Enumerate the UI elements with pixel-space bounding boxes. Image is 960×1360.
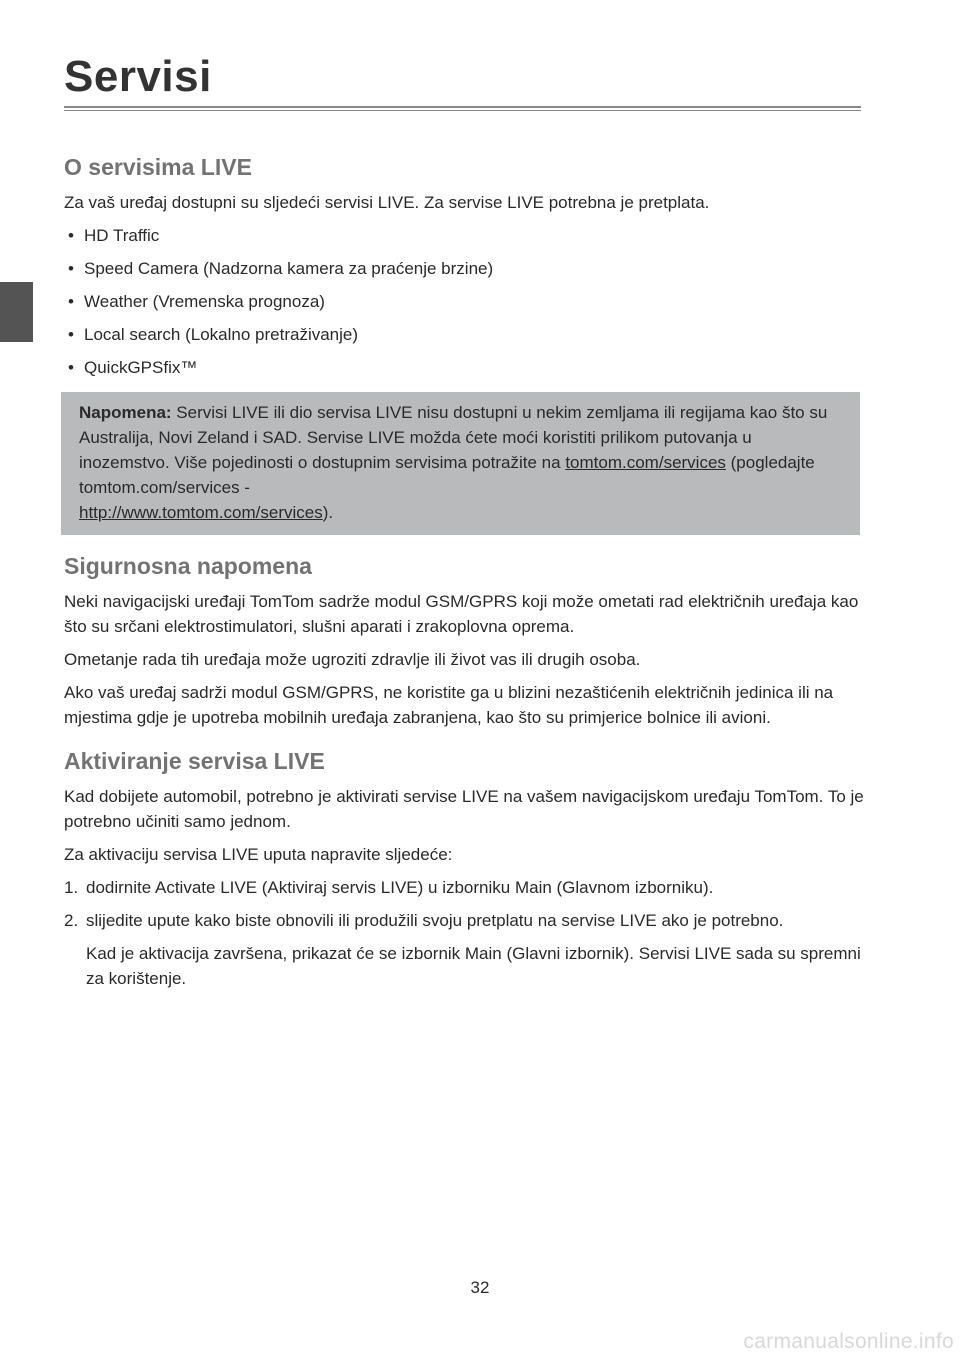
activation-complete-text: Kad je aktivacija završena, prikazat će se izbornik Main (Glavni izbornik). Servisi LIVE sada su spremni za korištenje. — [86, 944, 861, 988]
section-heading-safety: Sigurnosna napomena — [64, 553, 312, 579]
services-url-link[interactable]: http://www.tomtom.com/services — [79, 503, 323, 522]
note-label: Napomena: — [79, 403, 172, 422]
note-box — [61, 392, 860, 535]
page-content — [64, 152, 864, 991]
bullet: • — [68, 292, 74, 311]
section-heading-activate: Aktiviranje servisa LIVE — [64, 748, 325, 774]
title-rule — [64, 106, 861, 108]
activate-paragraph: Kad dobijete automobil, potrebno je aktivirati servise LIVE na vašem navigacijskom uređaju TomTom. To je potrebno učiniti samo jednom. — [64, 787, 864, 831]
section-heading-live: O servisima LIVE — [64, 154, 252, 180]
safety-paragraph: Ako vaš uređaj sadrži modul GSM/GPRS, ne koristite ga u blizini nezaštićenih električnih jedinica ili na mjestima gdje je upotreba mobilnih uređaja zabranjena, kao što su primjerice bolnice ili avioni. — [64, 683, 834, 727]
step-number: 1. — [64, 878, 79, 897]
step-text: slijedite upute kako biste obnovili ili produžili svoju pretplatu na servise LIVE ako je potrebno. — [86, 911, 784, 930]
list-item: • Speed Camera (Nadzorna kamera za praćenje brzine) — [64, 256, 864, 281]
note-middle: (pogledajte tomtom.com/services - — [79, 453, 815, 497]
step-number: 2. — [64, 911, 79, 930]
step-text: dodirnite Activate LIVE (Aktiviraj servis LIVE) u izborniku Main (Glavnom izborniku). — [86, 878, 714, 897]
activate-paragraph: Za aktivaciju servisa LIVE uputa napravite sljedeće: — [64, 845, 453, 864]
bullet: • — [68, 358, 74, 377]
chapter-side-tab — [0, 282, 33, 342]
safety-paragraph: Neki navigacijski uređaji TomTom sadrže modul GSM/GPRS koji može ometati rad električnih uređaja kao što su srčani elektrostimulatori, slušni aparati i zrakoplovna oprema. — [64, 592, 859, 636]
section-live-services — [64, 152, 864, 535]
step-item — [64, 875, 864, 900]
note-end: ). — [322, 503, 334, 522]
bullet: • — [68, 325, 74, 344]
step-item — [64, 908, 864, 933]
live-services-list — [64, 223, 864, 380]
safety-paragraph: Ometanje rada tih uređaja može ugroziti zdravlje ili život vas ili drugih osoba. — [64, 650, 641, 669]
bullet: • — [68, 226, 74, 245]
note-text: Servisi LIVE ili dio servisa LIVE nisu dostupni u nekim zemljama ili regijama kao što su Australija, Novi Zeland i SAD. Servise LIVE možda ćete moći koristiti prilikom putovanja u inozemstvo. Više pojedinosti o dostupnim servisima potražite na — [79, 403, 828, 472]
section-safety-notice — [64, 551, 864, 730]
list-item: • Local search (Lokalno pretraživanje) — [64, 322, 864, 347]
list-item: • QuickGPSfix™ — [64, 355, 864, 380]
section-activate-live — [64, 746, 864, 991]
list-item: • HD Traffic — [64, 223, 864, 248]
list-item: • Weather (Vremenska prognoza) — [64, 289, 864, 314]
activation-steps — [64, 875, 864, 933]
title-rule-thin — [64, 110, 861, 111]
page-number: 32 — [470, 1278, 490, 1297]
page-title: Servisi — [64, 52, 212, 101]
live-intro: Za vaš uređaj dostupni su sljedeći servisi LIVE. Za servise LIVE potrebna je pretplata. — [64, 193, 710, 212]
watermark: carmanualsonline.info — [743, 1330, 954, 1353]
bullet: • — [68, 259, 74, 278]
services-link[interactable]: tomtom.com/services — [565, 453, 726, 472]
